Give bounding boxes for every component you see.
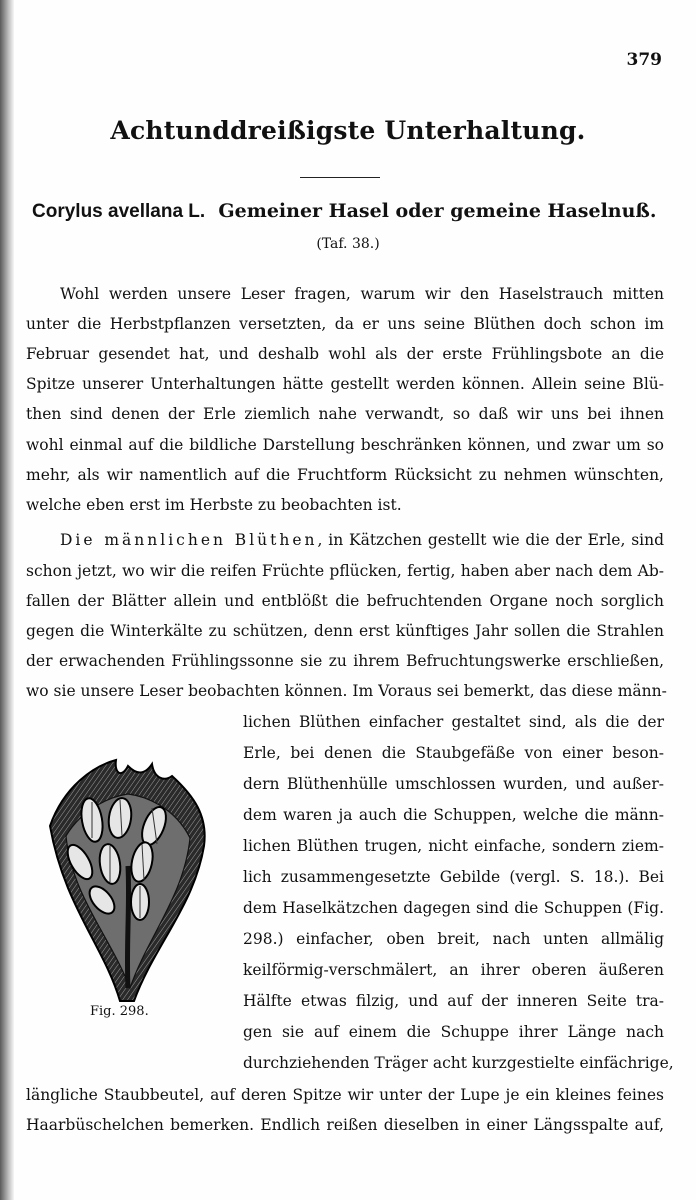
text-line: dem waren ja auch die Schuppen, welche die männ- xyxy=(243,806,664,824)
text-line: der erwachenden Frühlingssonne sie zu ihrem Befruchtungswerke erschließen, xyxy=(26,652,664,670)
text-line: gen sie auf einem die Schuppe ihrer Länge nach xyxy=(243,1023,664,1041)
text-line: keilförmig-verschmälert, an ihrer oberen äußeren xyxy=(243,961,664,979)
text-line: Erle, bei denen die Staubgefäße von einer beson- xyxy=(243,744,664,762)
text-line: Haarbüschelchen bemerken. Endlich reißen dieselben in einer Längsspalte auf, xyxy=(26,1116,664,1134)
text-line: lichen Blüthen trugen, nicht einfache, sondern ziem- xyxy=(243,837,664,855)
text-line: schon jetzt, wo wir die reifen Früchte pflücken, fertig, haben aber nach dem Ab- xyxy=(26,562,664,580)
text-line: Die männlichen Blüthen, in Kätzchen gestellt wie die der Erle, sind xyxy=(60,531,665,549)
text-line: längliche Staubbeutel, auf deren Spitze wir unter der Lupe je ein kleines feines xyxy=(26,1086,664,1104)
emphasized-term: Die männlichen Blüthen xyxy=(60,531,318,549)
text-line: Wohl werden unsere Leser fragen, warum wir den Haselstrauch mitten xyxy=(60,285,664,303)
latin-name: Corylus avellana L. xyxy=(32,201,206,222)
text-line: unter die Herbstpflanzen versetzten, da er uns seine Blüthen doch schon im xyxy=(26,315,664,333)
text-line: wo sie unsere Leser beobachten können. Im Voraus sei bemerkt, das diese männ- xyxy=(26,682,667,700)
text-line: 298.) einfacher, oben breit, nach unten allmälig xyxy=(243,930,664,948)
text-line: wohl einmal auf die bildliche Darstellung beschränken können, und zwar um so xyxy=(26,436,664,454)
text-line: dern Blüthenhülle umschlossen wurden, und außer- xyxy=(243,775,664,793)
catkin-scale-illustration xyxy=(44,756,210,1006)
text-line: lich zusammengesetzte Gebilde (vergl. S. 18.). Bei xyxy=(243,868,664,886)
title-divider xyxy=(300,177,380,178)
text-line: welche eben erst im Herbste zu beobachten ist. xyxy=(26,496,402,514)
figure-hazel-catkin-scale xyxy=(44,756,210,1006)
text-line: fallen der Blätter allein und entblößt die befruchtenden Organe noch sorglich xyxy=(26,592,664,610)
text-line: Spitze unserer Unterhaltungen hätte gestellt werden können. Allein seine Blü- xyxy=(26,375,664,393)
text-line: Hälfte etwas filzig, und auf der inneren Seite tra- xyxy=(243,992,664,1010)
plate-reference: (Taf. 38.) xyxy=(316,236,380,252)
text-line: lichen Blüthen einfacher gestaltet sind, als die der xyxy=(243,713,664,731)
text-line: gegen die Winterkälte zu schützen, denn erst künftiges Jahr sollen die Strahlen xyxy=(26,622,664,640)
text-line: then sind denen der Erle ziemlich nahe verwandt, so daß wir uns bei ihnen xyxy=(26,405,664,423)
page-number: 379 xyxy=(626,50,662,70)
german-name: Gemeiner Hasel oder gemeine Haselnuß. xyxy=(218,200,657,222)
figure-caption: Fig. 298. xyxy=(90,1004,149,1019)
page-binding-shadow xyxy=(0,0,14,1200)
text-line: mehr, als wir namentlich auf die Fruchtform Rücksicht zu nehmen wünschten, xyxy=(26,466,664,484)
text-line: durchziehenden Träger acht kurzgestielte einfächrige, xyxy=(243,1054,674,1072)
section-heading xyxy=(32,200,672,223)
text-line: Februar gesendet hat, und deshalb wohl als der erste Frühlingsbote an die xyxy=(26,345,664,363)
chapter-title: Achtunddreißigste Unterhaltung. xyxy=(110,116,586,145)
text-line: dem Haselkätzchen dagegen sind die Schuppen (Fig. xyxy=(243,899,664,917)
